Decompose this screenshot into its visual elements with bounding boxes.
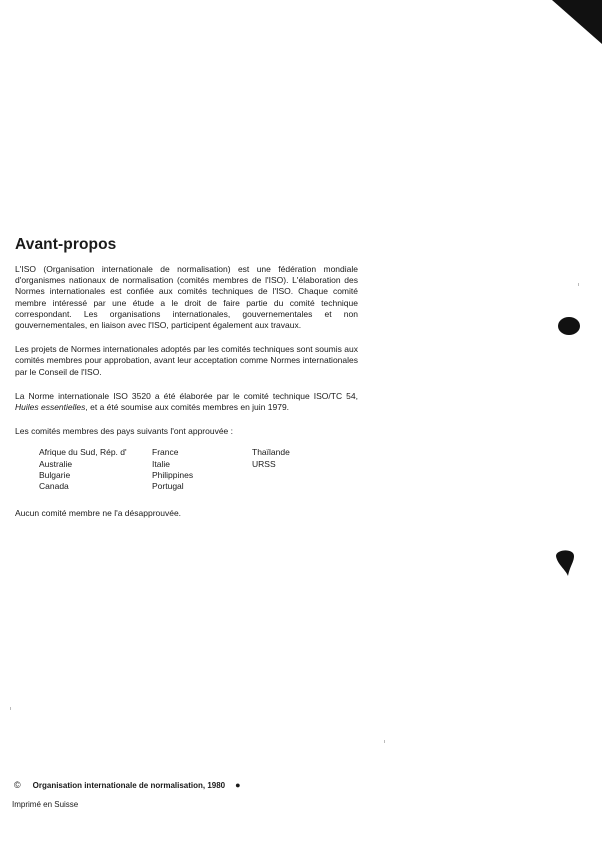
page-corner-mark <box>552 0 602 50</box>
country-item: Portugal <box>152 481 184 492</box>
norm-text-before: La Norme internationale ISO 3520 a été élaborée par le comité technique ISO/TC 54, <box>15 390 358 401</box>
printed-in-note: Imprimé en Suisse <box>12 800 79 809</box>
punch-hole-bottom <box>554 548 576 578</box>
country-item: Italie <box>152 458 170 469</box>
scan-speck <box>384 740 385 743</box>
country-item: URSS <box>252 458 276 469</box>
punch-hole-top <box>556 314 580 338</box>
country-item: Bulgarie <box>39 469 71 480</box>
country-item: Thaïlande <box>252 447 290 458</box>
foreword-paragraph-2: Les projets de Normes internationales adoptés par les comités techniques sont soumis aux comités membres pour approbation, avant leur acceptation comme Normes internationales par le Conseil de l'ISO. <box>15 344 358 377</box>
foreword-section <box>15 236 358 532</box>
approval-intro: Les comités membres des pays suivants l'ont approuvée : <box>15 426 234 437</box>
scan-speck <box>10 707 11 710</box>
country-item: Afrique du Sud, Rép. d' <box>39 447 127 458</box>
copyright-text: Organisation internationale de normalisation, 1980 <box>32 780 226 790</box>
disapproval-statement: Aucun comité membre ne l'a désapprouvée. <box>15 508 182 519</box>
norm-text-after: , et a été soumise aux comités membres en juin 1979. <box>85 402 290 413</box>
copyright-line <box>14 780 241 790</box>
country-item: Canada <box>39 481 69 492</box>
country-item: France <box>152 447 179 458</box>
bullet-icon: ● <box>235 780 241 790</box>
norm-paragraph <box>15 391 358 413</box>
norm-committee-name: Huiles essentielles <box>15 402 86 413</box>
country-item: Philippines <box>152 469 194 480</box>
country-item: Australie <box>39 458 73 469</box>
copyright-icon: © <box>14 780 21 790</box>
foreword-heading: Avant-propos <box>15 236 117 253</box>
foreword-paragraph-1: L'ISO (Organisation internationale de normalisation) est une fédération mondiale d'organismes nationaux de normalisation (comités membres de l'ISO). L'élaboration des Normes internationales est confiée aux comités techniques de l'ISO. Chaque comité membre intéressé par une étude a le droit de faire partie du comité technique correspondant. Les organisations internationales, gouvernementales et non gouvernementales, en liaison avec l'ISO, participent également aux travaux. <box>15 264 358 331</box>
approving-countries-list <box>39 447 358 492</box>
scan-speck <box>578 283 579 286</box>
